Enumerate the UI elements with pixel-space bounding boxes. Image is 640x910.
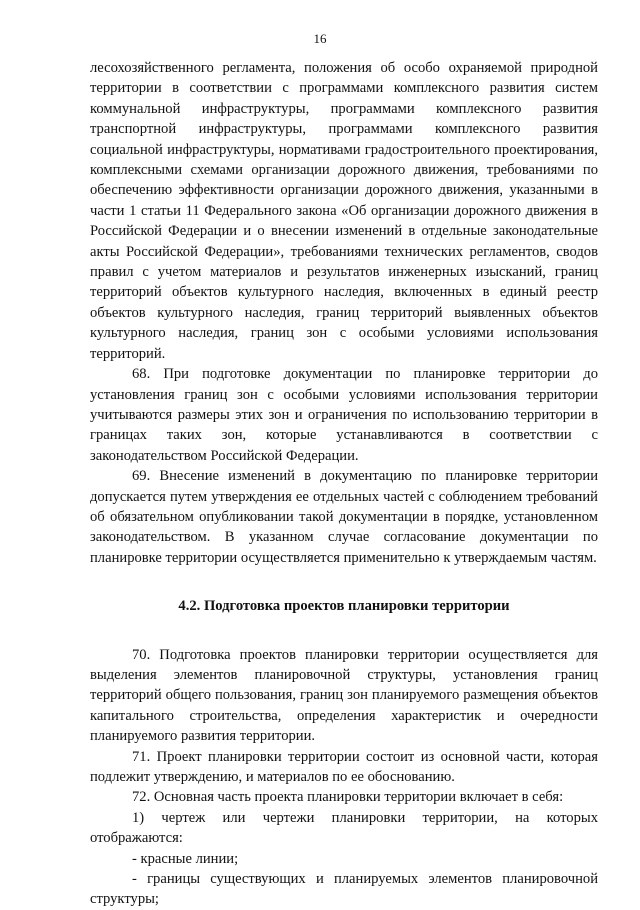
paragraph-68: 68. При подготовке документации по планировке территории до установления границ зон с особыми условиями использования территории учитываются размеры этих зон и ограничения по использованию территории в границах таких зон, которые устанавливаются в соответствии с законодательством Российской Федерации. (90, 366, 598, 464)
paragraph-71: 71. Проект планировки территории состоит из основной части, которая подлежит утверждению, и материалов по ее обоснованию. (90, 748, 598, 785)
list-item-red-lines: - красные линии; (132, 850, 239, 867)
page-number: 16 (313, 31, 327, 46)
document-body (90, 58, 598, 910)
paragraph-69: 69. Внесение изменений в документацию по планировке территории допускается путем утверждения ее отдельных частей с соблюдением требований об обязательном опубликовании такой документации в порядке, установленном законодательством. В указанном случае согласование документации по планировке территории осуществляется применительно к утверждаемым частям. (90, 468, 598, 566)
paragraph-continuation: лесохозяйственного регламента, положения об особо охраняемой природной территории в соответствии с программами комплексного развития систем коммунальной инфраструктуры, программами комплексного развития транспортной инфраструктуры, программами комплексного развития социальной инфраструктуры, нормативами градостроительного проектирования, комплексными схемами организации дорожного движения, требованиями по обеспечению эффективности организации дорожного движения, указанными в части 1 статьи 11 Федерального закона «Об организации дорожного движения в Российской Федерации и о внесении изменений в отдельные законодательные акты Российской Федерации», требованиями технических регламентов, сводов правил с учетом материалов и результатов инженерных изысканий, границ территорий объектов культурного наследия, включенных в единый реестр объектов культурного наследия, границ территорий выявленных объектов культурного наследия, границ зон с особыми условиями использования территорий. (90, 60, 598, 362)
paragraph-70: 70. Подготовка проектов планировки территории осуществляется для выделения элементов планировочной структуры, установления границ территорий общего пользования, границ зон планируемого размещения объектов капитального строительства, определения характеристик и очередности планируемого развития территории. (90, 646, 598, 745)
list-item-boundaries: - границы существующих и планируемых элементов планировочной структуры; (90, 871, 598, 908)
paragraph-72: 72. Основная часть проекта планировки территории включает в себя: (132, 789, 564, 806)
list-item-drawings: 1) чертеж или чертежи планировки территории, на которых отображаются: (90, 809, 598, 847)
section-heading: 4.2. Подготовка проектов планировки территории (178, 598, 510, 615)
